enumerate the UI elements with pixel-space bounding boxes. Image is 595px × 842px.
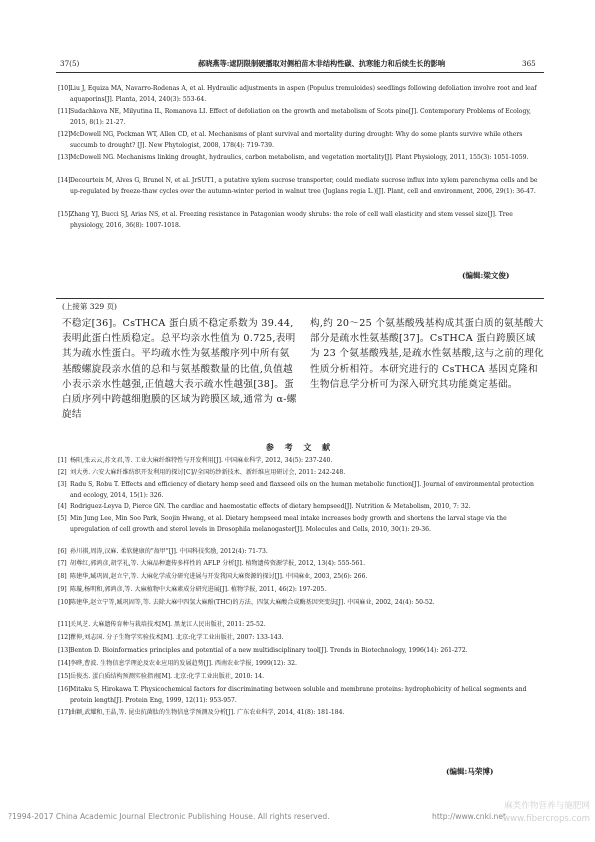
reference-item: [6] 孙川祺,周涛,汉麻. 柔软健康的"盔甲"[J]. 中国科技奖励, 2012(4): 71-73. (58, 548, 268, 555)
reference-item: [13] McDowell NG. Mechanisms linking drought, hydraulics, carbon metabolism, and vegetation mortality[J]. Plant Physiology, 2011, 155(3): 1051-1059. (58, 154, 529, 161)
reference-item: [15] 岳俊杰. 蛋白质结构预测实验指南[M]. 北京:化学工业出版社, 2010: 14. (58, 673, 265, 680)
page-number: 365 (522, 59, 536, 68)
reference-item: [10] 陈建华,赵立宁等,臧巩固等,等. 去除大麻中四氢大麻酚(THC)的方法、四氢大麻酸合成酶基因突变法[J]. 中国麻业, 2002, 24(4): 50-52. (58, 599, 435, 606)
reference-item: [8] 陈建华,臧巩固,赵立宁,等. 大麻化学成分研究进展与开发我国大麻资源的探讨[J]. 中国麻业, 2003, 25(6): 266. (58, 573, 368, 580)
reference-item: [17] 曲颖,武耀和,王晶,等. 昆虫抗菌肽的生物信息学预测及分析[J]. 广东农业科学, 2014, 41(8): 181-184. (58, 709, 345, 716)
reference-item: [11] Sudachkova NE, Milyutina IL, Romanova LI. Effect of defoliation on the growth and metabolism of Scots pine[J]. Contemporary Problems of Ecology, 2015, 8(1): 21-27. (58, 108, 531, 126)
editor-note: (编辑:梁文俊) (462, 271, 510, 280)
section-divider (56, 298, 544, 299)
references-heading: 参 考 文 献 (265, 442, 335, 452)
reference-item: [14] 李晔,曹波. 生物信息学理论及农业应用的发展趋势[J]. 西南农业学报, 1999(12): 32. (58, 660, 297, 667)
reference-item: [11] 关风芝. 大麻遗传育种与栽培技术[M]. 黑龙江人民出版社, 2011: 25-52. (58, 621, 266, 628)
reference-item: [12] McDowell NG, Pockman WT, Allen CD, et al. Mechanisms of plant survival and mortality during drought: Why do some plants survive while others succumb to drought? [J]. New Phytologist, 2008, 178(4): 719-739. (58, 131, 523, 149)
body-column-right: 构,约 20～25 个氨基酸残基构成其蛋白质的氨基酸大部分是疏水性氨基酸[37]。CsTHCA 蛋白跨膜区域为 23 个氨基酸残基,是疏水性氨基酸,这与之前的理化性质分析相符。本研究进行的 CsTHCA 基因克隆和生物信息学分析可为深入研究其功能奠定基础。 (310, 318, 544, 390)
reference-item: [14] Decourteix M, Alves G, Brunel N, et al. JrSUT1, a putative xylem sucrose transporter, could mediate sucrose influx into xylem parenchyma cells and be up-regulated by freeze-thaw cycles over the autumn-winter period in walnut tree (Juglans regia L.)[J]. Plant, cell and environment, 2006, 29(1): 36-47. (58, 177, 538, 195)
reference-item: [2] 刘大勇. 六安大麻纤维纺织开发利用的探讨[C]//全国纺纱新技术、新纤维应用研讨会, 2011: 242-248. (58, 469, 346, 476)
continued-from-label: (上接第 329 页) (62, 302, 117, 311)
running-title: 郝晓燕等:遮阴限制硬播取对侧柏苗木非结构性碳、抗寒能力和后续生长的影响 (198, 59, 446, 68)
reference-item: [13] Benton D. Bioinformatics principles and potential of a new multidisciplinary tool[J]. Trends in Biotechnology, 1996(14): 261-272. (58, 647, 468, 654)
reference-item: [7] 胡尊红,郭鸿彦,胡学礼,等. 大麻品种遗传多样性的 AFLP 分析[J]. 植物遗传资源学报, 2012, 13(4): 555-561. (58, 560, 366, 567)
reference-item: [16] Mitaku S, Hirokawa T. Physicochemical factors for discriminating between soluble and membrane proteins: hydrophobicity of helical segments and protein length[J]. Protein Eng, 1999, 12(11): 953-957. (58, 686, 527, 704)
reference-item: [1] 杨阳,张云云,苏文君,等. 工业大麻纤维特性与开发利用[J]. 中国麻业科学, 2012, 34(5): 237-240. (58, 457, 333, 464)
reference-item: [5] Min Jung Lee, Min Soo Park, Soojin Hwang, et al. Dietary hempseed meal intake increases body growth and shortens the larval stage via the upregulation of cell growth and sterol levels in Drosophila melanogaster[J]. Molecules and Cells, 2010, 30(1): 29-36. (58, 515, 507, 533)
volume-issue: 37(5) (60, 59, 80, 68)
reference-item: [12] 瞿伸,刘志国. 分子生物学实验技术[M]. 北京:化学工业出版社, 2007: 133-143. (58, 634, 284, 641)
reference-item: [9] 陈璇,杨明和,郭鸿彦,等. 大麻植物中大麻素成分研究进展[J]. 植物学报, 2011, 46(2): 197-205. (58, 586, 327, 593)
body-column-left: 不稳定[36]。CsTHCA 蛋白质不稳定系数为 39.44,表明此蛋白性质稳定。总平均亲水性值为 0.725,表明其为疏水性蛋白。平均疏水性为氨基酸序列中所有氨基酸螺旋段亲水值的总和与氨基酸数量的比值,负值越小表示亲水性越强,正值越大表示疏水性越强[38]。蛋白质序列中跨越细胞膜的区域为跨膜区域,通常为 α-螺旋结 (62, 318, 297, 421)
editor-note: (编辑:马荣博) (446, 767, 494, 776)
header-rule (56, 72, 544, 73)
copyright-line: ?1994-2017 China Academic Journal Electronic Publishing House. All rights reserved. (8, 812, 330, 821)
watermark: 麻类作物营养与施肥网 www.fibercrops.com (503, 801, 590, 824)
reference-item: [10] Liu J, Equiza MA, Navarro-Rodenas A, et al. Hydraulic adjustments in aspen (Populus tremuloides) seedlings following defoliation involve root and leaf aquaporins[J]. Planta, 2014, 240(3): 553-64. (58, 85, 537, 103)
reference-item: [15] Zhang YJ, Bucci SJ, Arias NS, et al. Freezing resistance in Patagonian woody shrubs: the role of cell wall elasticity and stem vessel size[J]. Tree physiology, 2016, 36(8): 1007-1018. (58, 211, 513, 229)
reference-item: [4] Rodriguez-Leyva D, Pierce GN. The cardiac and haemostatic effects of dietary hempseed[J]. Nutrition & Metabolism, 2010, 7: 32. (58, 503, 471, 510)
cnki-link[interactable]: http://www.cnki.net (432, 812, 506, 821)
reference-item: [3] Radu S, Robu T. Effects and efficiency of dietary hemp seed and flaxseed oils on the human metabolic function[J]. Journal of environmental protection and ecology, 2014, 15(1): 326. (58, 481, 534, 499)
